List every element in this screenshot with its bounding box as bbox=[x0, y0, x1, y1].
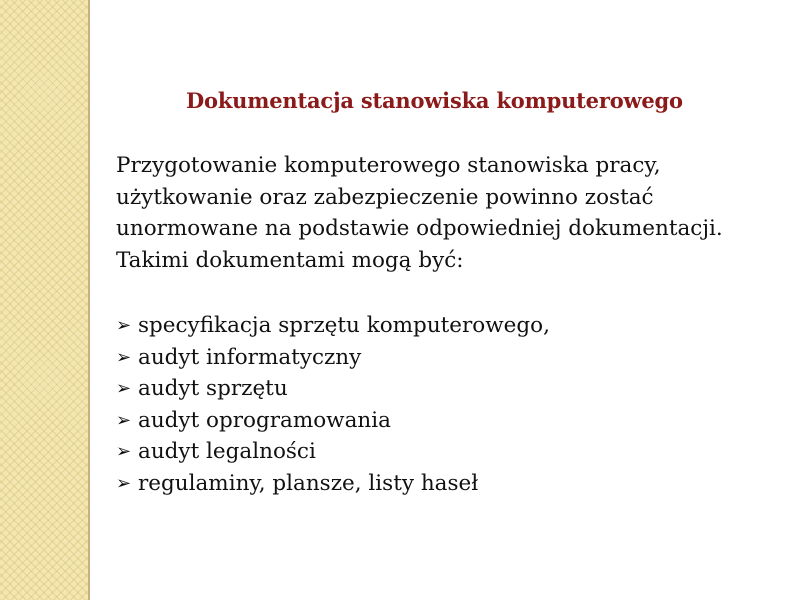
list-item-label: specyfikacja sprzętu komputerowego, bbox=[138, 313, 550, 338]
arrow-bullet-icon: ➢ bbox=[116, 441, 132, 462]
intro-line: Takimi dokumentami mogą być: bbox=[116, 247, 464, 273]
list-item bbox=[116, 436, 550, 468]
list-item bbox=[116, 342, 550, 374]
list-item-label: audyt informatyczny bbox=[138, 344, 362, 370]
side-band-divider bbox=[88, 0, 90, 600]
list-item bbox=[116, 468, 550, 500]
list-item-label: audyt legalności bbox=[138, 439, 316, 464]
intro-line: unormowane na podstawie odpowiedniej dokumentacji. bbox=[116, 216, 723, 241]
arrow-bullet-icon: ➢ bbox=[116, 315, 132, 336]
list-item-label: regulaminy, plansze, listy haseł bbox=[138, 470, 479, 496]
slide-title: Dokumentacja stanowiska komputerowego bbox=[186, 88, 683, 113]
decorative-side-band bbox=[0, 0, 88, 600]
list-item-label: audyt oprogramowania bbox=[138, 407, 391, 433]
list-item bbox=[116, 310, 550, 342]
list-item bbox=[116, 373, 550, 405]
document-list bbox=[116, 310, 550, 499]
intro-paragraph bbox=[116, 150, 786, 276]
list-item bbox=[116, 405, 550, 437]
list-item-label: audyt sprzętu bbox=[138, 376, 288, 401]
intro-line: Przygotowanie komputerowego stanowiska pracy, bbox=[116, 153, 661, 178]
arrow-bullet-icon: ➢ bbox=[116, 346, 132, 368]
arrow-bullet-icon: ➢ bbox=[116, 409, 132, 431]
arrow-bullet-icon: ➢ bbox=[116, 378, 132, 399]
arrow-bullet-icon: ➢ bbox=[116, 472, 132, 494]
intro-line: użytkowanie oraz zabezpieczenie powinno zostać bbox=[116, 184, 654, 210]
